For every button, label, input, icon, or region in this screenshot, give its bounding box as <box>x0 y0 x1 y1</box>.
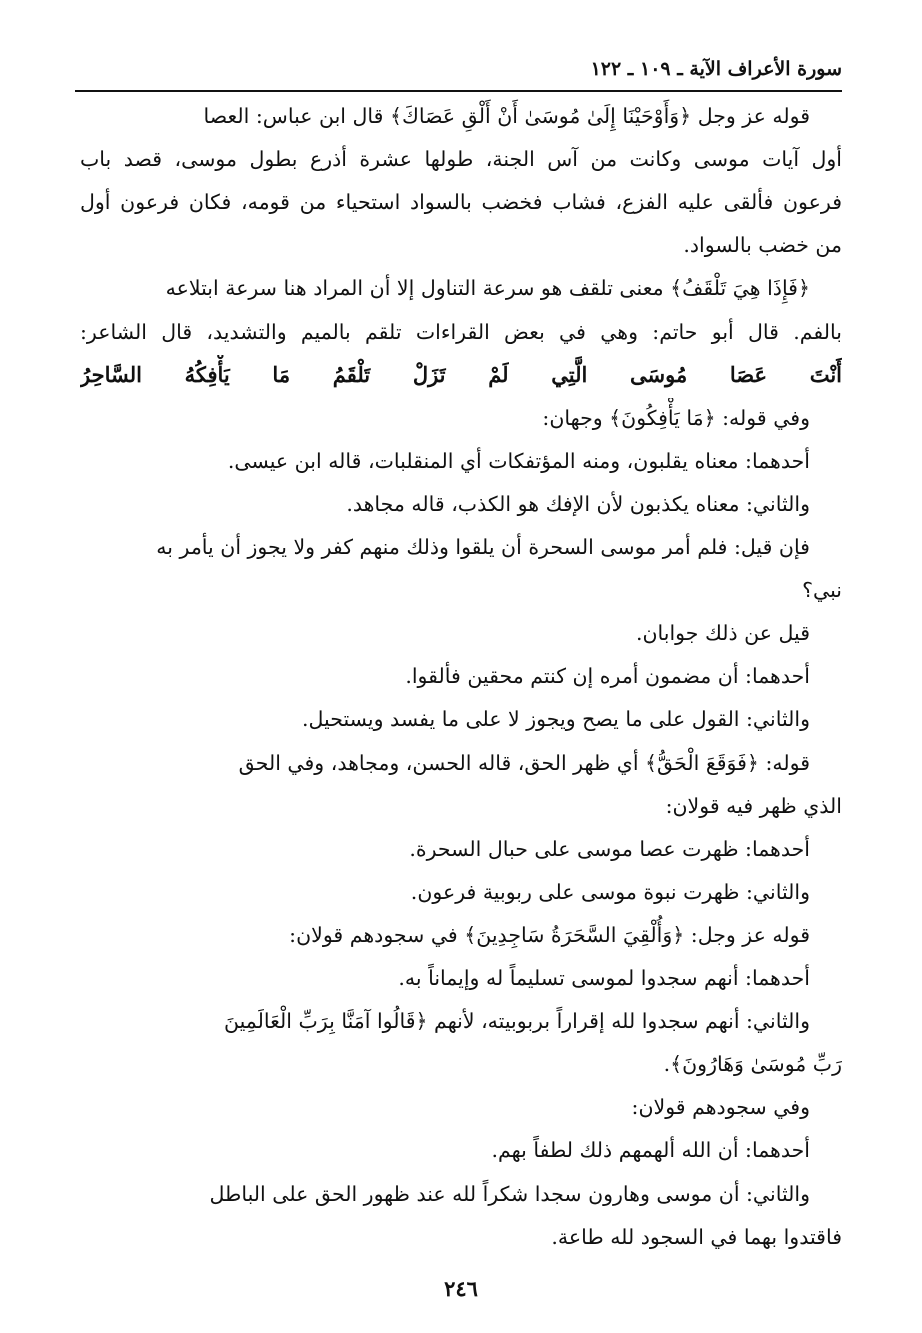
text-line: قوله عز وجل ﴿وَأَوْحَيْنَا إِلَىٰ مُوسَىٰ أَنْ أَلْقِ عَصَاكَ﴾ قال ابن عباس: العصا <box>203 104 810 128</box>
text-line: والثاني: ظهرت نبوة موسى على ربوبية فرعون. <box>410 879 810 904</box>
text-line: أحدهما: أنهم سجدوا لموسى تسليماً له وإيماناً به. <box>398 966 810 990</box>
poetry-verse: أَنْتَ عَصَا مُوسَى الَّتِي لَمْ تَزَلْ تَلْقَمُ مَا يَأْفِكُهُ السَّاحِرُ <box>80 361 842 387</box>
text-line: أحدهما: أن الله ألهمهم ذلك لطفاً بهم. <box>491 1138 810 1163</box>
text-line: وفي سجودهم قولان: <box>631 1095 810 1120</box>
text-line: فإن قيل: فلم أمر موسى السحرة أن يلقوا وذلك منهم كفر ولا يجوز أن يأمر به <box>156 535 810 559</box>
text-line: قوله: ﴿فَوَقَعَ الْحَقُّ﴾ أي ظهر الحق، قاله الحسن، ومجاهد، وفي الحق <box>238 750 810 775</box>
text-line: فرعون فألقى عليه الفزع، فشاب فخضب بالسواد استحياء من قومه، فكان فرعون أول <box>80 190 842 215</box>
text-line: بالفم. قال أبو حاتم: وهي في بعض القراءات تلقم بالميم والتشديد، قال الشاعر: <box>80 319 842 344</box>
text-line: رَبِّ مُوسَىٰ وَهَارُونَ﴾. <box>663 1052 842 1077</box>
text-line: الذي ظهر فيه قولان: <box>665 793 842 818</box>
text-line: والثاني: معناه يكذبون لأن الإفك هو الكذب، قاله مجاهد. <box>346 491 810 516</box>
text-line: والثاني: أن موسى وهارون سجدا شكراً لله عند ظهور الحق على الباطل <box>209 1181 810 1206</box>
text-line: والثاني: أنهم سجدوا لله إقراراً بربوبيته، لأنهم ﴿قَالُوا آمَنَّا بِرَبِّ الْعَالَمِينَ <box>224 1009 810 1034</box>
text-line: من خضب بالسواد. <box>683 233 842 258</box>
book-page <box>80 0 842 1333</box>
text-line: وفي قوله: ﴿مَا يَأْفِكُونَ﴾ وجهان: <box>542 405 810 430</box>
text-line: أحدهما: معناه يقلبون، ومنه المؤتفكات أي المنقلبات، قاله ابن عيسى. <box>227 448 810 473</box>
running-title: سورة الأعراف الآية ـ ١٠٩ ـ ١٢٢ <box>590 58 842 80</box>
text-line: قيل عن ذلك جوابان. <box>635 621 810 646</box>
page-number: ٢٤٦ <box>444 1276 478 1301</box>
text-line: قوله عز وجل: ﴿وَأُلْقِيَ السَّحَرَةُ سَاجِدِينَ﴾ في سجودهم قولان: <box>289 922 810 947</box>
text-line: أحدهما: أن مضمون أمره إن كنتم محقين فألقوا. <box>405 664 810 689</box>
text-line: فاقتدوا بهما في السجود لله طاعة. <box>551 1224 842 1249</box>
text-line: نبي؟ <box>802 578 842 603</box>
text-line: والثاني: القول على ما يصح ويجوز لا على ما يفسد ويستحيل. <box>302 707 810 732</box>
text-line: أحدهما: ظهرت عصا موسى على حبال السحرة. <box>409 836 810 861</box>
header-rule <box>75 90 842 92</box>
text-line: أول آيات موسى وكانت من آس الجنة، طولها عشرة أذرع بطول موسى، قصد باب <box>80 147 842 172</box>
text-line: ﴿فَإِذَا هِيَ تَلْقَفُ﴾ معنى تلقف هو سرعة التناول إلا أن المراد هنا سرعة ابتلاعه <box>165 276 810 301</box>
